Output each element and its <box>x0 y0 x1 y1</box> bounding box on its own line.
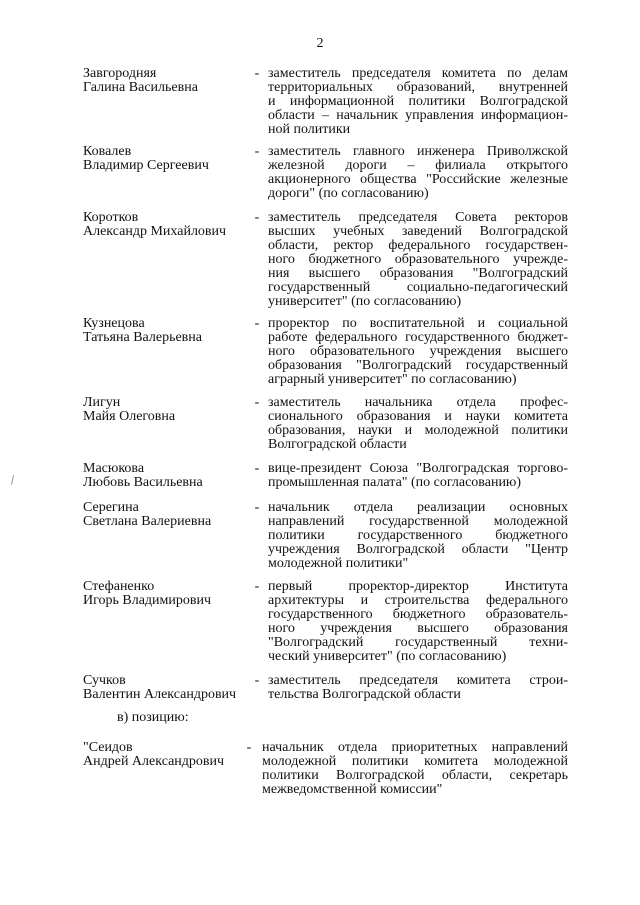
dash-separator: - <box>254 395 260 410</box>
member-name: Завгородняя Галина Васильевна <box>83 66 198 95</box>
member-name: Стефаненко Игорь Владимирович <box>83 579 212 608</box>
member-name: Серегина Светлана Валериевна <box>83 500 212 529</box>
margin-mark <box>11 475 14 485</box>
dash-separator: - <box>254 210 260 225</box>
member-name: Коротков Александр Михайлович <box>83 210 227 239</box>
member-name: Ковалев Владимир Сергеевич <box>83 144 209 173</box>
dash-separator: - <box>254 500 260 515</box>
member-name: Лигун Майя Олеговна <box>83 395 176 424</box>
dash-separator: - <box>254 316 260 331</box>
member-position: начальник отдела реализации основных направлений государственной молодежной политики государственного бюджетного учреждения Волгоградской области "Центр молодежной политики" <box>268 500 568 571</box>
dash-separator: - <box>254 66 260 81</box>
member-position: заместитель главного инженера Приволжской железной дороги – филиала открытого акционерного общества "Российские железные дороги" (по согласованию) <box>268 144 568 201</box>
member-position: заместитель председателя комитета по делам территориальных образований, внутренней и информационной политики Волгоградской области – начальник управления информацион- ной политики <box>268 66 568 137</box>
member-position: заместитель начальника отдела профес- сионального образования и науки комитета образования, науки и молодежной политики Волгоградской области <box>268 395 568 452</box>
page-number: 2 <box>316 36 324 51</box>
member-position: проректор по воспитательной и социальной работе федерального государственного бюджет- ного образовательного учреждения высшего образования "Волгоградский государственный аграрный университет" по согласованию) <box>268 316 568 387</box>
dash-separator: - <box>246 740 252 755</box>
member-position: первый проректор-директор Института архитектуры и строительства федерального государственного бюджетного образователь- ного учреждения высшего образования "Волгоградский государственный техни- ческий университет" (по согласованию) <box>268 579 568 664</box>
dash-separator: - <box>254 673 260 688</box>
dash-separator: - <box>254 144 260 159</box>
member-position: начальник отдела приоритетных направлений молодежной политики комитета молодежной политики Волгоградской области, секретарь межведомственной комиссии" <box>262 740 568 797</box>
member-position: заместитель председателя комитета строи- тельства Волгоградской области <box>268 673 568 702</box>
subheading: в) позицию: <box>117 710 189 725</box>
member-position: вице-президент Союза "Волгоградская торгово- промышленная палата" (по согласованию) <box>268 461 568 490</box>
member-name: Кузнецова Татьяна Валерьевна <box>83 316 202 345</box>
member-position: заместитель председателя Совета ректоров высших учебных заведений Волгоградской области, ректор федерального государствен- ного бюджетного образовательного учрежде- ния высшего образования "Волгоградский государственный социально-педагогический университет" (по согласованию) <box>268 210 568 309</box>
member-name: "Сеидов Андрей Александрович <box>83 740 225 769</box>
dash-separator: - <box>254 579 260 594</box>
dash-separator: - <box>254 461 260 476</box>
member-name: Масюкова Любовь Васильевна <box>83 461 203 490</box>
member-name: Сучков Валентин Александрович <box>83 673 237 702</box>
